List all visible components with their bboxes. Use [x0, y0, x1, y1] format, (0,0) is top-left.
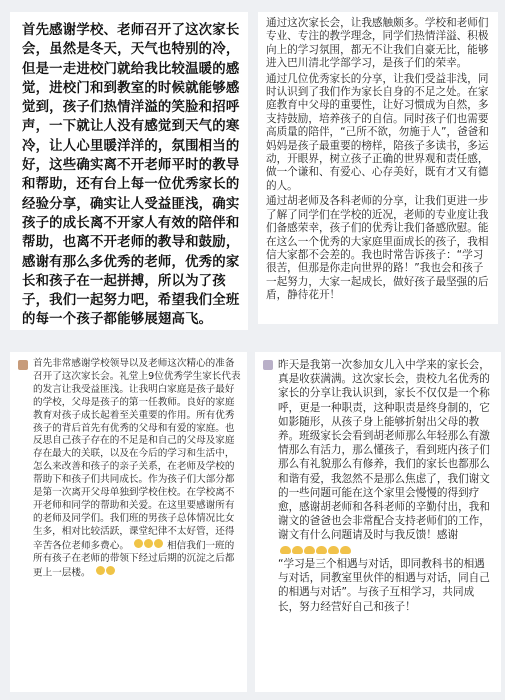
post-body — [33, 358, 241, 580]
comment-paragraph: 通过胡老师及各科老师的分享，让我们更进一步了解了同学们在学校的近况，老师的专业度让我们备感荣幸，孩子们的优秀让我们备感欣慰。能在这么一个优秀的大家庭里面成长的孩子，我相信大家都不会差的。我也时常告诉孩子：“学习很苦，但那是你走向世界的路！”我也会和孩子一起努力，大家一起成长，做好孩子最坚强的后盾，静待花开！ — [266, 195, 489, 302]
comment-text-main: 首先非常感谢学校领导以及老师这次精心的准备召开了这次家长会。礼堂上9位优秀学生家长代表的发言让我受益匪浅。让我明白家庭是孩子最好的学校，父母是孩子的第一任教师。良好的家庭教育对孩子成长起着至关重要的作用。所有优秀孩子的背后首先有优秀的父母和有爱的家庭。也反思自己孩子存在的不足是和自己的父母及家庭存在最大的关联，以及在今后的学习和生活中，怎么来改善和孩子的亲子关系，在老师及学校的帮助下和孩子们共同成长。作为孩子们大部分都是第一次离开父母单独到学校住校。在学校离不开老师和同学的帮助和关爱。在这里要感谢所有的老师及同学们。我们班的男孩子总体情况比女生多，相对比较活跃，课堂纪律不太好管，还得辛苦各位老师多费心。 — [33, 358, 241, 552]
comment-text — [33, 358, 241, 580]
comment-paragraph: 通过这次家长会，让我感触颇多。学校和老师们专业、专注的教学理念，同学们热情洋溢、积极向上的学习氛围，都无不让我们自豪无比，能够进入巴川清北学部学习，是孩子们的荣幸。 — [266, 17, 489, 70]
comment-card-top-left — [10, 12, 248, 330]
comment-paragraph: 通过几位优秀家长的分享，让我们受益非浅，同时认识到了我们作为家长自身的不足之处。在家庭教育中父母的重要性，让好习惯成为自然，多支持鼓励，培养孩子的自信。同时孩子们也需要高质量的陪伴，“己所不欲，勿施于人”，爸爸和妈妈是孩子最重要的榜样，陪孩子多读书，多运动，开眼界，树立孩子正确的世界观和责任感，做一个谦和、有爱心、心存美好，既有才又有德的人。 — [266, 72, 489, 192]
post-row — [263, 358, 495, 614]
comment-intro: 昨天是我第一次参加女儿入中学来的家长会，真是收获满满。这次家长会，贵校九名优秀的家长的分享让我认识到，家长不仅仅是一个称呼，更是一种职责，这种职责是终身制的，它如影随形，从孩子身上能够折射出父母的教养。班级家长会看到胡老师那么年轻那么有激情那么有活力，那么懂孩子，看到班内孩子们那么有礼貌那么有修养，我们的家长也都那么和谐有爱，我忽然不是那么焦虑了，我们谢文的一些问题可能在这个家里会慢慢的得到疗愈，感谢胡老师和各科老师的辛勤付出，我和谢文的爸爸也会非常配合支持老师们的工作，谢文有什么问题请及时与我反馈！感谢 — [278, 359, 490, 542]
smile-emoji-icon — [96, 566, 116, 579]
comment-text — [278, 358, 495, 557]
comment-card-top-right — [258, 12, 498, 324]
comment-card-bottom-left — [10, 352, 247, 692]
user-avatar-icon[interactable] — [18, 360, 28, 370]
clap-emoji-icon — [280, 543, 352, 557]
comment-text: 首先感谢学校、老师召开了这次家长会，虽然是冬天，天气也特别的冷，但是一走进校门就给我比较温暖的感觉，进校门和到教室的时候就能够感觉到，孩子们热情洋溢的笑脸和招呼声，一下就让人没有感觉到天气的寒冷，让人心里暖洋洋的，氛围相当的好，这些确实离不开老师平时的教导和帮助，还有台上每一位优秀家长的经验分享，确实让人受益匪浅，确实孩子的成长离不开家人有效的陪伴和帮助，也离不开老师的教导和鼓励，感谢有那么多优秀的老师，优秀的家长和孩子在一起拼搏，所以为了孩子，我们一起努力吧，希望我们全班的每一个孩子都能够展翅高飞。 — [22, 23, 240, 328]
smile-emoji-icon — [134, 539, 164, 552]
user-avatar-icon[interactable] — [263, 360, 273, 370]
comment-quote: “学习是三个相遇与对话，即同教科书的相遇与对话，同教室里伙伴的相遇与对话，同自己的相遇与对话”。与孩子互相学习，共同成长，努力经营好自己和孩子！ — [278, 557, 490, 613]
post-body — [278, 358, 495, 614]
post-row — [18, 358, 241, 580]
comment-text-tail: 相信我们一班的所有孩子在老师的带领下经过后期的沉淀之后都更上一层楼。 — [33, 540, 235, 579]
comment-card-bottom-right — [255, 352, 501, 692]
